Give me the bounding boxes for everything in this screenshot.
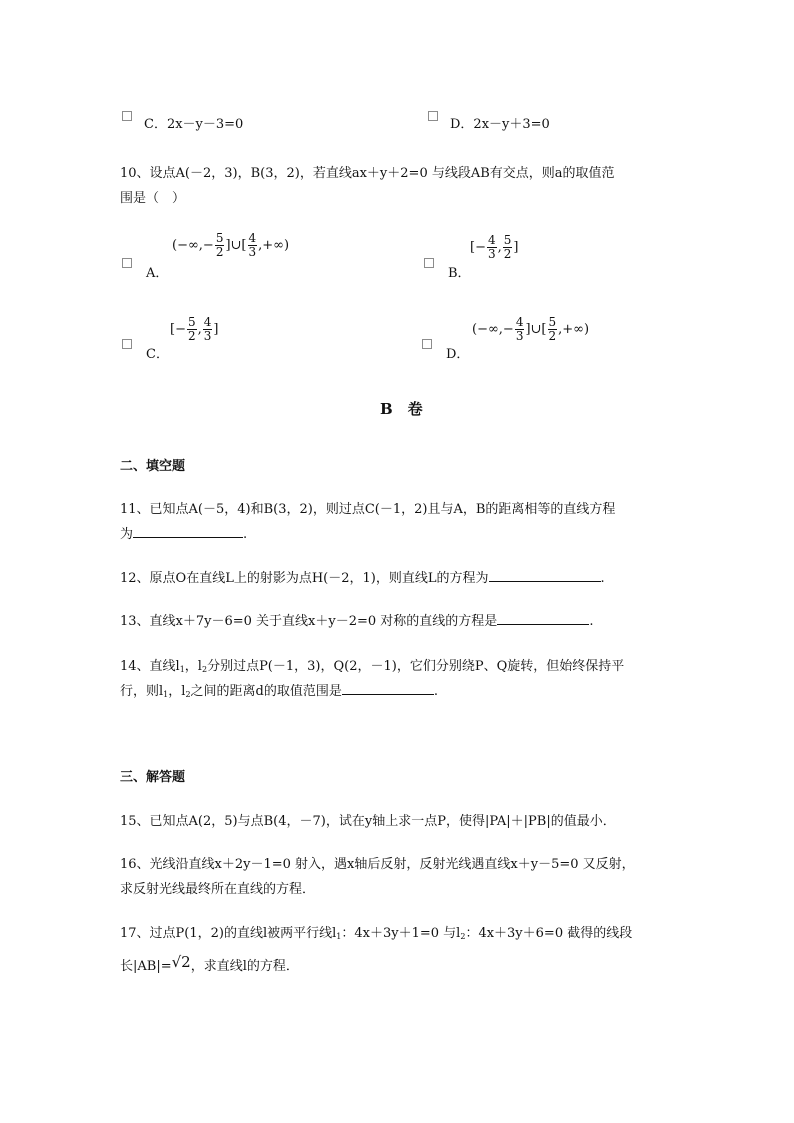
q14-text-b: ，l: [184, 659, 202, 674]
answer-blank[interactable]: [489, 567, 601, 582]
answer-blank[interactable]: [342, 680, 434, 695]
numerator: 5: [187, 315, 196, 329]
fraction: [503, 234, 513, 261]
q17-text-d: 长|AB|=: [120, 959, 172, 974]
denominator: 3: [203, 329, 212, 343]
denominator: 3: [487, 247, 496, 261]
q17-line2: [120, 955, 299, 974]
section-b-title: B 卷: [380, 400, 423, 418]
fraction: [203, 316, 213, 343]
interval-post: ]: [513, 240, 519, 255]
subscript: 1: [163, 690, 169, 699]
q10-option-c-label: C．: [146, 347, 169, 362]
subscript: 2: [201, 665, 208, 674]
numerator: 5: [503, 233, 512, 247]
denominator: 2: [187, 329, 196, 343]
fraction: [515, 316, 525, 343]
denominator: 2: [215, 245, 224, 259]
answer-blank[interactable]: [133, 523, 243, 538]
interval-pre: (−∞,−: [472, 322, 514, 337]
q17-text-e: ，求直线l的方程．: [190, 959, 299, 974]
q14-text-f: 之间的距离d的取值范围是: [190, 684, 342, 699]
q12: [120, 567, 605, 586]
interval-mid: ]∪[: [525, 322, 547, 337]
interval-pre: [−: [170, 322, 186, 337]
option-c-checkbox[interactable]: [122, 111, 132, 121]
q11-line2: 为 .: [120, 523, 247, 542]
denominator: 3: [248, 245, 257, 259]
q11-line2-text: 为: [120, 527, 134, 542]
q10-option-c-interval: [170, 316, 218, 343]
option-b-checkbox[interactable]: [424, 258, 434, 268]
option-c-checkbox[interactable]: [122, 339, 132, 349]
subscript: 1: [336, 932, 342, 941]
q15: 15、已知点A(2，5)与点B(4，－7)，试在y轴上求一点P，使得|PA|＋|PB|的值最小．: [120, 814, 616, 829]
q10-option-b-label: B．: [448, 266, 471, 281]
numerator: 5: [548, 315, 557, 329]
q17-text-a: 17、过点P(1，2)的直线l被两平行线l: [120, 926, 337, 941]
sqrt-expression: √2: [171, 953, 191, 971]
q9-option-c: C．2x－y－3=0: [144, 117, 244, 132]
q13-text: 13、直线x＋7y－6=0 关于直线x＋y－2=0 对称的直线的方程是: [120, 614, 498, 629]
q14-text-e: ，l: [168, 684, 186, 699]
q17-text-c: ：4x＋3y＋6=0 截得的线段: [465, 926, 633, 941]
q10-option-a-label: A．: [146, 266, 169, 281]
fill-in-heading: 二、填空题: [120, 459, 186, 474]
denominator: 2: [548, 329, 557, 343]
numerator: 4: [487, 233, 496, 247]
q14-text-d: 行，则l: [120, 684, 164, 699]
numerator: 5: [215, 231, 224, 245]
denominator: 2: [503, 247, 512, 261]
q13-end: .: [589, 614, 594, 629]
option-d-checkbox[interactable]: [428, 111, 438, 121]
fraction: [187, 316, 197, 343]
option-a-checkbox[interactable]: [122, 258, 132, 268]
interval-post: ,+∞): [558, 322, 590, 337]
q14-text-c: 分别过点P(－1，3)，Q(2，－1)，它们分别绕P、Q旋转，但始终保持平: [207, 659, 625, 674]
fraction: [248, 232, 258, 259]
option-d-checkbox[interactable]: [422, 339, 432, 349]
q14-line1: [120, 655, 624, 674]
denominator: 3: [515, 329, 524, 343]
q14-end: .: [433, 684, 438, 699]
numerator: 4: [203, 315, 212, 329]
q10-option-b-interval: [470, 234, 518, 261]
solve-heading: 三、解答题: [120, 770, 186, 785]
fraction: [215, 232, 225, 259]
q10-stem-line2: 围是（ ）: [120, 191, 186, 206]
q14-line2: [120, 680, 438, 699]
q17-line1: [120, 922, 632, 941]
subscript: 1: [179, 665, 185, 674]
numerator: 4: [248, 231, 257, 245]
interval-post: ,+∞): [258, 238, 290, 253]
q14-text-a: 14、直线l: [120, 659, 180, 674]
q13: [120, 610, 593, 629]
interval-mid: ,: [497, 240, 502, 255]
interval-pre: [−: [470, 240, 486, 255]
q10-option-a-interval: [172, 232, 289, 259]
q12-text: 12、原点O在直线L上的射影为点H(－2，1)，则直线L的方程为: [120, 571, 489, 586]
q10-option-d-label: D．: [446, 347, 470, 362]
fraction: [548, 316, 558, 343]
interval-mid: ]∪[: [225, 238, 247, 253]
q16-line1: 16、光线沿直线x＋2y－1=0 射入，遇x轴后反射，反射光线遇直线x＋y－5=0 又反射，: [120, 857, 635, 872]
q10-stem-line1: 10、设点A(－2，3)，B(3，2)，若直线ax＋y＋2=0 与线段AB有交点，则a的取值范: [120, 166, 615, 181]
interval-post: ]: [213, 322, 219, 337]
q12-end: .: [600, 571, 605, 586]
fraction: [487, 234, 497, 261]
q11-line1: 11、已知点A(－5，4)和B(3，2)，则过点C(－1，2)且与A，B的距离相等的直线方程: [120, 502, 616, 517]
q9-option-d: D．2x－y＋3=0: [450, 117, 550, 132]
subscript: 2: [460, 932, 466, 941]
numerator: 4: [515, 315, 524, 329]
q10-option-d-interval: [472, 316, 589, 343]
interval-mid: ,: [197, 322, 202, 337]
q17-text-b: ：4x＋3y＋1=0 与l: [341, 926, 461, 941]
answer-blank[interactable]: [497, 610, 589, 625]
q16-line2: 求反射光线最终所在直线的方程．: [120, 882, 316, 897]
interval-pre: (−∞,−: [172, 238, 214, 253]
subscript: 2: [185, 690, 191, 699]
